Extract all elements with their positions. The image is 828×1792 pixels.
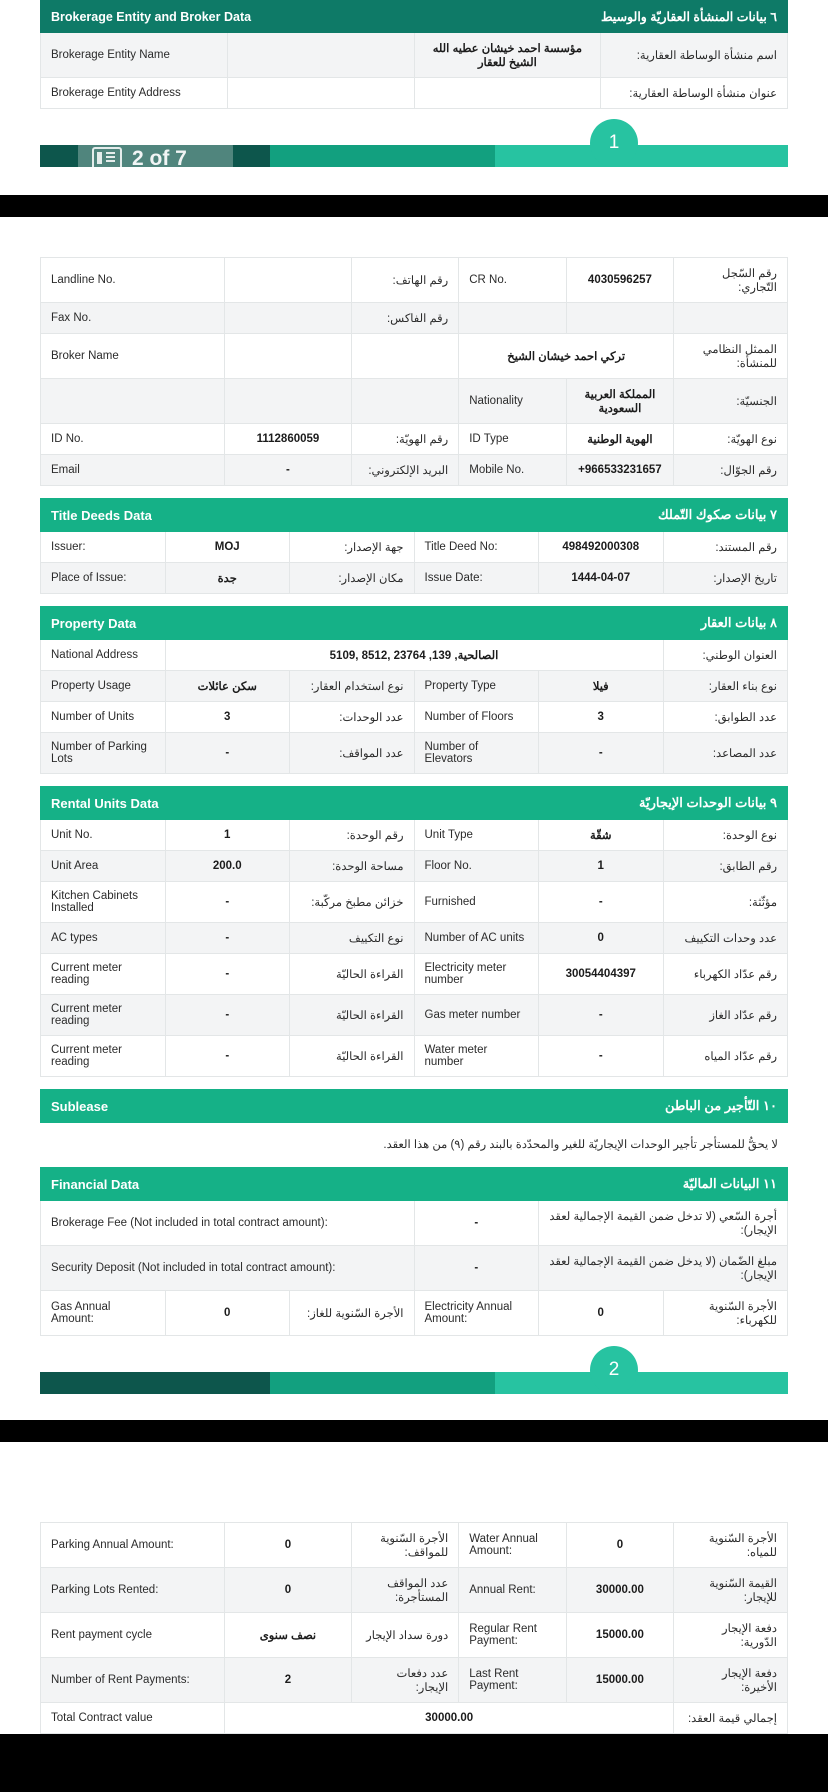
row-label-ar: أجرة السّعي (لا تدخل ضمن القيمة الإجمالية لعقد الإيجار): (539, 1201, 788, 1246)
row-sublabel-ar: رقم الوحدة: (290, 820, 415, 851)
table-row (41, 733, 788, 774)
row-midlabel: Gas meter number (414, 995, 539, 1036)
row-value-left: 200.0 (165, 851, 290, 882)
property-data-table (40, 606, 788, 774)
row-value-left: 3 (165, 702, 290, 733)
row-label-ar: الأجرة السّنوية للكهرباء: (663, 1291, 788, 1336)
row-label-ar: رقم السّجل التّجاري: (674, 258, 788, 303)
row-value: 15000.00 (566, 1613, 673, 1658)
row-value-left (225, 303, 352, 334)
row-label-en: ID No. (41, 424, 225, 455)
row-label-ar: الممثل النظامي للمنشأة: (674, 334, 788, 379)
table-row (41, 33, 788, 78)
row-label-ar: مؤثّثة: (663, 882, 788, 923)
row-value-left: - (165, 882, 290, 923)
brokerage-entity-table (40, 0, 788, 109)
row-value: المملكة العربية السعودية (566, 379, 673, 424)
row-label-ar: نوع الهويّة: (674, 424, 788, 455)
row-midlabel: Unit Type (414, 820, 539, 851)
pages-icon (92, 147, 122, 171)
table-row (41, 1523, 788, 1568)
row-value (414, 78, 601, 109)
row-sublabel-ar (351, 379, 458, 424)
row-sublabel-ar: الأجرة السّنوية للغاز: (290, 1291, 415, 1336)
row-value: 0 (566, 1523, 673, 1568)
table-row (41, 640, 788, 671)
row-midlabel: Furnished (414, 882, 539, 923)
row-value-left: جدة (165, 563, 290, 594)
row-label-ar: دفعة الإيجار الأخيرة: (674, 1658, 788, 1703)
row-value (566, 303, 673, 334)
row-midlabel: Water Annual Amount: (459, 1523, 566, 1568)
table-row (41, 532, 788, 563)
row-value-left (225, 258, 352, 303)
row-label-en: Current meter reading (41, 995, 166, 1036)
table-row (41, 671, 788, 702)
section-header-sublease-en: Sublease (41, 1090, 365, 1123)
row-label-ar: الجنسيّة: (674, 379, 788, 424)
table-row (41, 954, 788, 995)
row-midlabel: Number of Elevators (414, 733, 539, 774)
row-label-ar: نوع الوحدة: (663, 820, 788, 851)
section-header-property-en: Property Data (41, 607, 415, 640)
row-value: - (539, 733, 664, 774)
row-value-left (227, 33, 414, 78)
row-label-ar: رقم الجوّال: (674, 455, 788, 486)
table-row (41, 1201, 788, 1246)
row-midlabel: Number of Floors (414, 702, 539, 733)
row-value: +966533231657 (566, 455, 673, 486)
section-header-brokerage-en: Brokerage Entity and Broker Data (41, 1, 415, 33)
sublease-note: لا يحقُّ للمستأجر تأجير الوحدات الإيجاريّة للغير والمحدّدة بالبند رقم (٩) من هذا العقد. (383, 1139, 778, 1151)
row-value-left: 0 (225, 1568, 352, 1613)
band-segment-dark (40, 1372, 285, 1394)
row-value-left (225, 379, 352, 424)
row-value-left: 0 (225, 1523, 352, 1568)
row-value: - (539, 882, 664, 923)
row-sublabel-ar: نوع استخدام العقار: (290, 671, 415, 702)
row-label-en: Landline No. (41, 258, 225, 303)
row-value: شقّة (539, 820, 664, 851)
row-value-left: نصف سنوى (225, 1613, 352, 1658)
table-row (41, 702, 788, 733)
row-sublabel-ar: عدد الوحدات: (290, 702, 415, 733)
row-sublabel-ar: القراءة الحاليّة (290, 954, 415, 995)
row-label-en: Current meter reading (41, 1036, 166, 1077)
table-row (41, 258, 788, 303)
row-value: الصالحية, 139, 23764 ,8512 ,5109 (165, 640, 663, 671)
row-value-left: - (165, 1036, 290, 1077)
row-label-ar: رقم عدّاد الغاز (663, 995, 788, 1036)
row-midlabel: Floor No. (414, 851, 539, 882)
row-sublabel-ar: عدد دفعات الإيجار: (351, 1658, 458, 1703)
table-row (41, 923, 788, 954)
page-indicator-chip[interactable] (78, 133, 233, 185)
row-sublabel-ar: عدد المواقف: (290, 733, 415, 774)
table-row (41, 1036, 788, 1077)
row-label-ar: اسم منشأة الوساطة العقارية: (601, 33, 788, 78)
row-value: 4030596257 (566, 258, 673, 303)
row-value: 15000.00 (566, 1658, 673, 1703)
row-midlabel: Electricity Annual Amount: (414, 1291, 539, 1336)
row-midlabel: Property Type (414, 671, 539, 702)
row-midlabel: CR No. (459, 258, 566, 303)
row-label-ar: إجمالي قيمة العقد: (674, 1703, 788, 1734)
table-row (41, 1568, 788, 1613)
row-label-ar: تاريخ الإصدار: (663, 563, 788, 594)
row-sublabel-ar: رقم الفاكس: (351, 303, 458, 334)
section-header-financial-en: Financial Data (41, 1168, 415, 1201)
row-value-left: - (165, 923, 290, 954)
row-label-ar: الأجرة السّنوية للمياه: (674, 1523, 788, 1568)
section-header-sublease (41, 1090, 788, 1123)
row-midlabel: Electricity meter number (414, 954, 539, 995)
row-label-en: AC types (41, 923, 166, 954)
sublease-table (40, 1089, 788, 1123)
row-sublabel-ar: رقم الهويّة: (351, 424, 458, 455)
row-label-en: Rent payment cycle (41, 1613, 225, 1658)
row-sublabel-ar: نوع التكييف (290, 923, 415, 954)
row-value: 30054404397 (539, 954, 664, 995)
row-label-ar: رقم عدّاد المياه (663, 1036, 788, 1077)
row-label-ar: عدد المصاعد: (663, 733, 788, 774)
row-value: تركي احمد خيشان الشيخ (459, 334, 674, 379)
row-label-en: Email (41, 455, 225, 486)
section-header-title-deeds (41, 499, 788, 532)
row-value-left: - (225, 455, 352, 486)
table-row (41, 1291, 788, 1336)
document-page-2 (0, 217, 828, 1420)
row-label-ar (674, 303, 788, 334)
row-value-left (227, 78, 414, 109)
row-label-ar: رقم عدّاد الكهرباء (663, 954, 788, 995)
row-sublabel-ar: مكان الإصدار: (290, 563, 415, 594)
document-page-1 (0, 0, 828, 195)
table-row (41, 995, 788, 1036)
row-label-en: Total Contract value (41, 1703, 225, 1734)
row-label-en: Gas Annual Amount: (41, 1291, 166, 1336)
row-value-left (225, 334, 352, 379)
row-value: 30000.00 (566, 1568, 673, 1613)
table-row (41, 563, 788, 594)
row-sublabel-ar: رقم الهاتف: (351, 258, 458, 303)
table-row (41, 1658, 788, 1703)
page-separator (0, 1420, 828, 1442)
table-row (41, 1703, 788, 1734)
entity-contact-table (40, 257, 788, 486)
row-label-en: Kitchen Cabinets Installed (41, 882, 166, 923)
row-sublabel-ar: جهة الإصدار: (290, 532, 415, 563)
row-label-en: Brokerage Entity Address (41, 78, 228, 109)
row-value: الهوية الوطنية (566, 424, 673, 455)
row-value-left: 1112860059 (225, 424, 352, 455)
section-header-brokerage-ar: ٦ بيانات المنشأة العقاريّة والوسيط (414, 1, 788, 33)
row-midlabel: Number of AC units (414, 923, 539, 954)
section-header-rental-units-ar: ٩ بيانات الوحدات الإيجاريّة (414, 787, 788, 820)
row-label-en: National Address (41, 640, 166, 671)
section-header-financial-ar: ١١ البيانات الماليّة (414, 1168, 788, 1201)
table-row (41, 334, 788, 379)
row-label-ar: رقم الطابق: (663, 851, 788, 882)
row-midlabel: Title Deed No: (414, 532, 539, 563)
row-sublabel-ar: الأجرة السّنوية للمواقف: (351, 1523, 458, 1568)
row-value: 0 (539, 923, 664, 954)
row-value-left: 1 (165, 820, 290, 851)
row-label-ar: عدد الطوابق: (663, 702, 788, 733)
financial-continued-table (40, 1522, 788, 1734)
row-label-en: Security Deposit (Not included in total contract amount): (41, 1246, 415, 1291)
row-label-en: Unit No. (41, 820, 166, 851)
row-value: - (414, 1246, 539, 1291)
row-value: - (539, 995, 664, 1036)
row-label-en: Brokerage Fee (Not included in total contract amount): (41, 1201, 415, 1246)
band-segment-mid (270, 145, 520, 167)
page3-sheet (0, 1442, 828, 1734)
row-label-en: Current meter reading (41, 954, 166, 995)
row-value: 0 (539, 1291, 664, 1336)
rental-units-table (40, 786, 788, 1077)
row-value: 1444-04-07 (539, 563, 664, 594)
row-label-en: Broker Name (41, 334, 225, 379)
section-header-property-ar: ٨ بيانات العقار (414, 607, 788, 640)
band-segment-light (495, 145, 788, 167)
row-value: 1 (539, 851, 664, 882)
row-label-en: Parking Annual Amount: (41, 1523, 225, 1568)
row-sublabel-ar: القراءة الحاليّة (290, 995, 415, 1036)
row-midlabel (459, 303, 566, 334)
row-label-ar: عنوان منشأة الوساطة العقارية: (601, 78, 788, 109)
row-value-left: - (165, 995, 290, 1036)
row-label-en: Fax No. (41, 303, 225, 334)
row-label-en: Number of Parking Lots (41, 733, 166, 774)
section-header-rental-units (41, 787, 788, 820)
row-label-ar: العنوان الوطني: (663, 640, 788, 671)
section-header-rental-units-en: Rental Units Data (41, 787, 415, 820)
row-label-ar: مبلغ الضّمان (لا يدخل ضمن القيمة الإجمالية لعقد الإيجار): (539, 1246, 788, 1291)
row-value-left: سكن عائلات (165, 671, 290, 702)
section-header-title-deeds-en: Title Deeds Data (41, 499, 415, 532)
table-row (41, 1246, 788, 1291)
table-row (41, 820, 788, 851)
row-sublabel-ar: القراءة الحاليّة (290, 1036, 415, 1077)
row-label-en: Place of Issue: (41, 563, 166, 594)
page-separator (0, 195, 828, 217)
row-label-en (41, 379, 225, 424)
row-label-en: Brokerage Entity Name (41, 33, 228, 78)
title-deeds-table (40, 498, 788, 594)
row-value-left: 2 (225, 1658, 352, 1703)
table-row (41, 78, 788, 109)
band-segment-mid (270, 1372, 520, 1394)
row-value-left: - (165, 733, 290, 774)
page2-footer-band (40, 1354, 788, 1410)
page-indicator-label: 2 of 7 (132, 147, 187, 170)
row-label-ar: عدد وحدات التكييف (663, 923, 788, 954)
page1-footer-band (40, 127, 788, 183)
row-midlabel: ID Type (459, 424, 566, 455)
row-label-en: Unit Area (41, 851, 166, 882)
row-value-left: MOJ (165, 532, 290, 563)
band-segment-light (495, 1372, 788, 1394)
table-row (41, 424, 788, 455)
row-sublabel-ar (351, 334, 458, 379)
row-value: فيلا (539, 671, 664, 702)
section-header-financial (41, 1168, 788, 1201)
row-label-en: Issuer: (41, 532, 166, 563)
section-header-sublease-ar: ١٠ التّأجير من الباطن (364, 1090, 787, 1123)
row-value: 3 (539, 702, 664, 733)
table-row (41, 851, 788, 882)
row-midlabel: Regular Rent Payment: (459, 1613, 566, 1658)
table-row (41, 1613, 788, 1658)
row-value: 30000.00 (225, 1703, 674, 1734)
row-midlabel: Annual Rent: (459, 1568, 566, 1613)
table-row (41, 455, 788, 486)
row-label-en: Parking Lots Rented: (41, 1568, 225, 1613)
page-number-circle: 2 (590, 1346, 638, 1394)
row-sublabel-ar: دورة سداد الإيجار (351, 1613, 458, 1658)
table-row (41, 379, 788, 424)
page2-sheet (0, 217, 828, 1420)
row-label-ar: القيمة السّنوية للإيجار: (674, 1568, 788, 1613)
row-label-ar: نوع بناء العقار: (663, 671, 788, 702)
table-row (41, 882, 788, 923)
row-sublabel-ar: عدد المواقف المستأجرة: (351, 1568, 458, 1613)
row-value-left: - (165, 954, 290, 995)
row-midlabel: Nationality (459, 379, 566, 424)
row-value: مؤسسة احمد خيشان عطيه الله الشيخ للعقار (414, 33, 601, 78)
row-midlabel: Water meter number (414, 1036, 539, 1077)
row-sublabel-ar: مساحة الوحدة: (290, 851, 415, 882)
financial-data-table (40, 1167, 788, 1336)
row-value-left: 0 (165, 1291, 290, 1336)
row-value: - (414, 1201, 539, 1246)
row-label-ar: دفعة الإيجار الدّورية: (674, 1613, 788, 1658)
row-sublabel-ar: البريد الإلكتروني: (351, 455, 458, 486)
section-header-property (41, 607, 788, 640)
row-value: 498492000308 (539, 532, 664, 563)
document-page-3 (0, 1442, 828, 1734)
row-label-en: Property Usage (41, 671, 166, 702)
row-midlabel: Mobile No. (459, 455, 566, 486)
row-value: - (539, 1036, 664, 1077)
table-row (41, 303, 788, 334)
page1-sheet (0, 0, 828, 195)
row-midlabel: Last Rent Payment: (459, 1658, 566, 1703)
row-label-en: Number of Rent Payments: (41, 1658, 225, 1703)
page-number-circle: 1 (590, 119, 638, 167)
section-header-title-deeds-ar: ٧ بيانات صكوك التّملك (414, 499, 788, 532)
row-midlabel: Issue Date: (414, 563, 539, 594)
row-label-en: Number of Units (41, 702, 166, 733)
row-sublabel-ar: خزائن مطبخ مركّبة: (290, 882, 415, 923)
row-label-ar: رقم المستند: (663, 532, 788, 563)
section-header-brokerage (41, 1, 788, 33)
